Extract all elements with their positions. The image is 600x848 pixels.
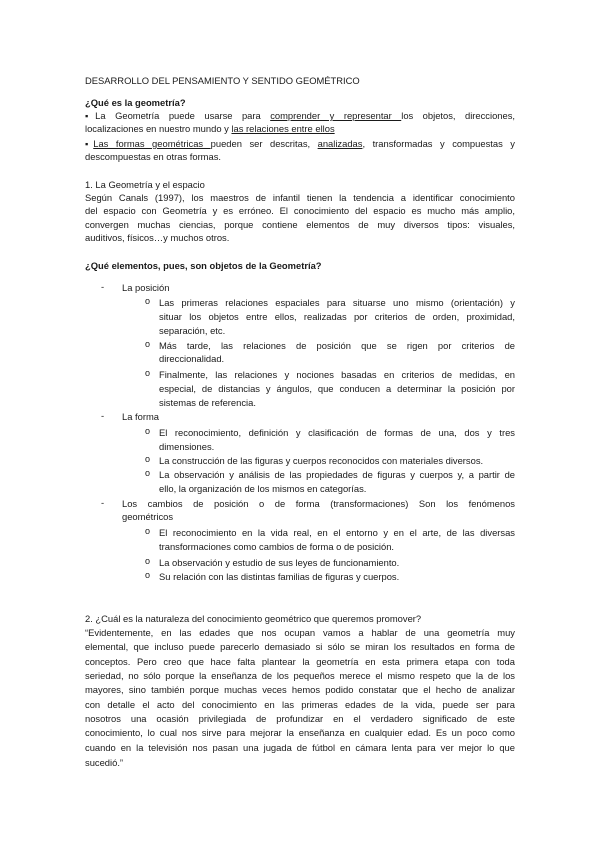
group-title: Los cambios de posición o de forma (transformaciones) Son los fenómenos xyxy=(122,498,515,509)
list-item-line: Las primeras relaciones espaciales para situarse uno mismo (orientación) y xyxy=(159,297,515,308)
list-item-line: El reconocimiento, definición y clasificación de formas de una, dos y tres xyxy=(159,427,515,438)
section-1-line: auditivos, físicos…y muchos otros. xyxy=(85,232,230,243)
list-item-line: direccionalidad. xyxy=(159,353,225,364)
list-item-line: Su relación con las distintas familias de figuras y cuerpos. xyxy=(159,571,400,582)
group-title: La posición xyxy=(122,282,170,293)
section-1-heading: 1. La Geometría y el espacio xyxy=(85,179,205,190)
q1-heading: ¿Qué es la geometría? xyxy=(85,97,186,108)
section-2-heading: 2. ¿Cuál es la naturaleza del conocimiento geométrico que queremos promover? xyxy=(85,613,422,624)
list-item-line: separación, etc. xyxy=(159,325,226,336)
list-bullet: o xyxy=(145,570,151,580)
list-dash: - xyxy=(101,410,105,421)
q2-heading: ¿Qué elementos, pues, son objetos de la Geometría? xyxy=(85,260,322,271)
list-bullet: o xyxy=(145,339,151,349)
section-1-line: del espacio con Geometría y es erróneo. El conocimiento del espacio es mucho más amplio, xyxy=(85,205,515,216)
section-2-line: cuando en la televisión nos pasan una jugada de fútbol en cámara lenta para ver mejor lo que xyxy=(85,742,515,753)
list-bullet: o xyxy=(145,426,151,436)
section-2-line: seriedad, no sólo porque la enseñanza de los pequeños merece el mismo respeto que la de los xyxy=(85,670,515,681)
q1-paragraph-1-line-2: localizaciones en nuestro mundo y las relaciones entre ellos xyxy=(85,123,335,134)
section-1-line: convergen muchas ciencias, porque contiene elementos de muy diversos tipos: visuales, xyxy=(85,219,515,230)
section-2-line: conceptos. Pero creo que hace falta plantear la geometría en esta primera etapa con toda xyxy=(85,656,515,667)
list-item-line: especial, de distancias y ángulos, que conducen a determinar la posición por xyxy=(159,383,515,394)
document-title: DESARROLLO DEL PENSAMIENTO Y SENTIDO GEOMÉTRICO xyxy=(85,75,360,86)
list-bullet: o xyxy=(145,454,151,464)
section-2-line: con detalle el acto del conocimiento en las primeras edades de la vida, puede ser para xyxy=(85,699,515,710)
section-1-line: Según Canals (1997), los maestros de infantil tienen la tendencia a identificar conocimiento xyxy=(85,192,515,203)
list-item-line: La observación y estudio de sus leyes de funcionamiento. xyxy=(159,557,400,568)
group-title: La forma xyxy=(122,411,159,422)
list-item-line: La observación y análisis de las propiedades de figuras y cuerpos y, a partir de xyxy=(159,469,515,480)
list-bullet: o xyxy=(145,556,151,566)
list-bullet: o xyxy=(145,468,151,478)
q1-paragraph-1-line-1: ▪La Geometría puede usarse para comprender y representar los objetos, direcciones, xyxy=(85,110,516,121)
list-item-line: transformaciones como cambios de forma o de posición. xyxy=(159,541,395,552)
list-item-line: Finalmente, las relaciones y nociones basadas en criterios de medidas, en xyxy=(159,369,515,380)
group-title: geométricos xyxy=(122,511,174,522)
list-bullet: o xyxy=(145,368,151,378)
section-2-line: sucedió.” xyxy=(85,757,124,768)
section-2-line: “Evidentemente, en las edades que nos ocupan vamos a hablar de una geometría muy xyxy=(85,627,515,638)
list-bullet: o xyxy=(145,296,151,306)
list-item-line: sistemas de referencia. xyxy=(159,397,256,408)
list-item-line: Más tarde, las relaciones de posición que se rigen por criterios de xyxy=(159,340,515,351)
list-item-line: dimensiones. xyxy=(159,441,215,452)
list-item-line: ello, la organización de los mismos en categorías. xyxy=(159,483,367,494)
section-2-line: mayores, sino también porque muchas veces hemos podido constatar que el hecho de analizar xyxy=(85,684,515,695)
list-dash: - xyxy=(101,281,105,292)
list-item-line: La construcción de las figuras y cuerpos reconocidos con materiales diversos. xyxy=(159,455,484,466)
section-2-line: elemental, que incluso puede parecerlo demasiado si sólo se miran los resultados en forma de xyxy=(85,641,515,652)
list-item-line: situar los objetos entre ellos, realizadas por criterios de orden, proximidad, xyxy=(159,311,515,322)
section-2-line: nosotros una ocasión privilegiada de profundizar en el verdadero significado de este xyxy=(85,713,515,724)
list-item-line: El reconocimiento en la vida real, en el entorno y en el arte, de las diversas xyxy=(159,527,515,538)
list-bullet: o xyxy=(145,526,151,536)
list-dash: - xyxy=(101,497,105,508)
q1-paragraph-2-line-2: descompuestas en otras formas. xyxy=(85,151,222,162)
q1-paragraph-2-line-1: ▪Las formas geométricas pueden ser descritas, analizadas, transformadas y compuestas y xyxy=(85,138,515,149)
section-2-line: conocimiento, lo cual nos sirve para mejorar la enseñanza en cualquier edad. Es un poco como xyxy=(85,727,515,738)
